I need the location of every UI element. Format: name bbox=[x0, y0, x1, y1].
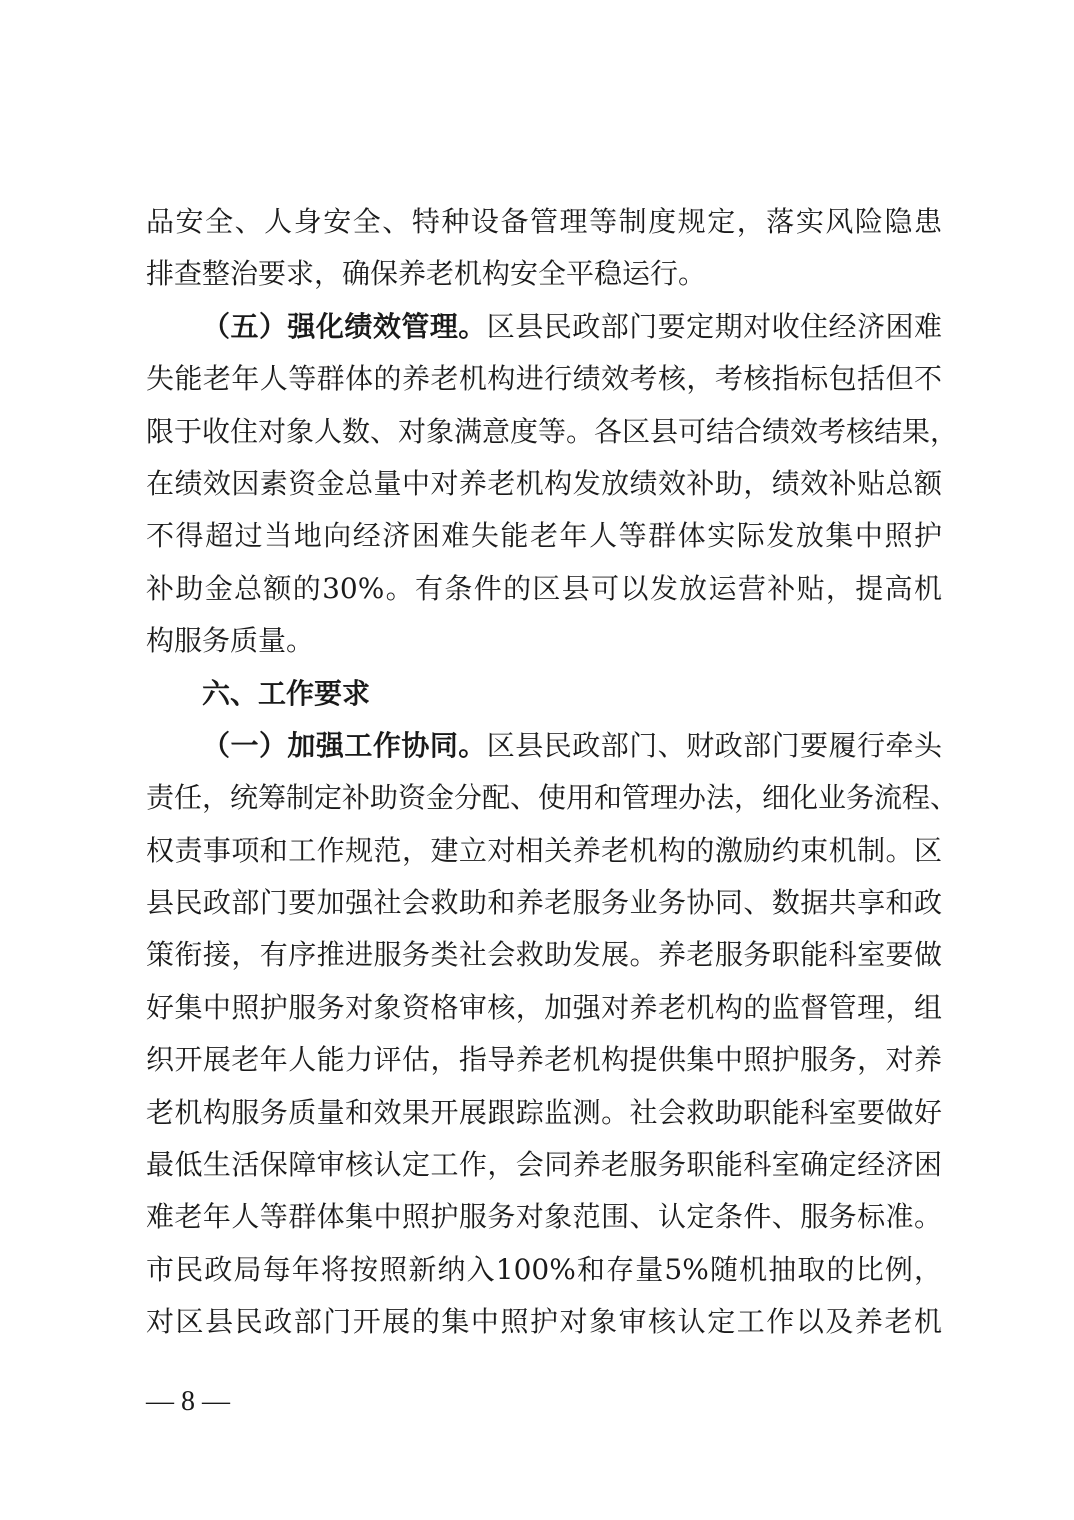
paragraph-text: 区县民政部门要定期对收住经济困难 bbox=[486, 309, 942, 343]
text-line: 在绩效因素资金总量中对养老机构发放绩效补助，绩效补贴总额 bbox=[146, 466, 942, 500]
text-line: 县民政部门要加强社会救助和养老服务业务协同、数据共享和政 bbox=[146, 886, 942, 920]
section-heading: 六、工作要求 bbox=[202, 676, 371, 710]
text-line: 权责事项和工作规范，建立对相关养老机构的激励约束机制。区 bbox=[146, 833, 942, 867]
text-line: 不得超过当地向经济困难失能老年人等群体实际发放集中照护 bbox=[146, 519, 942, 553]
paragraph-start-line bbox=[146, 720, 942, 772]
text-line: 补助金总额的30%。有条件的区县可以发放运营补贴，提高机 bbox=[146, 571, 942, 605]
text-line: 老机构服务质量和效果开展跟踪监测。社会救助职能科室要做好 bbox=[146, 1095, 942, 1129]
text-line: 最低生活保障审核认定工作，会同养老服务职能科室确定经济困 bbox=[146, 1148, 942, 1182]
text-line: 排查整治要求，确保养老机构安全平稳运行。 bbox=[146, 257, 707, 291]
text-line: 织开展老年人能力评估，指导养老机构提供集中照护服务，对养 bbox=[146, 1043, 942, 1077]
text-line: 失能老年人等群体的养老机构进行绩效考核，考核指标包括但不 bbox=[146, 362, 942, 396]
text-line: 市民政局每年将按照新纳入100%和存量5%随机抽取的比例， bbox=[146, 1252, 942, 1286]
text-line: 对区县民政部门开展的集中照护对象审核认定工作以及养老机 bbox=[146, 1305, 942, 1339]
text-line: 难老年人等群体集中照护服务对象范围、认定条件、服务标准。 bbox=[146, 1200, 942, 1234]
text-line: 责任，统筹制定补助资金分配、使用和管理办法，细化业务流程、 bbox=[146, 781, 959, 815]
text-line: 限于收住对象人数、对象满意度等。各区县可结合绩效考核结果， bbox=[146, 414, 959, 448]
text-line: 策衔接，有序推进服务类社会救助发展。养老服务职能科室要做 bbox=[146, 938, 942, 972]
paragraph-heading: （五）强化绩效管理。 bbox=[202, 309, 487, 343]
text-line: 好集中照护服务对象资格审核，加强对养老机构的监督管理，组 bbox=[146, 990, 942, 1024]
paragraph-heading: （一）加强工作协同。 bbox=[202, 728, 487, 762]
text-line: 品安全、人身安全、特种设备管理等制度规定，落实风险隐患 bbox=[146, 205, 942, 238]
paragraph-text: 区县民政部门、财政部门要履行牵头 bbox=[486, 728, 942, 762]
paragraph-start-line bbox=[146, 301, 942, 353]
page-number: — 8 — bbox=[146, 1386, 230, 1417]
text-line: 构服务质量。 bbox=[146, 624, 315, 658]
document-body bbox=[146, 196, 959, 1349]
